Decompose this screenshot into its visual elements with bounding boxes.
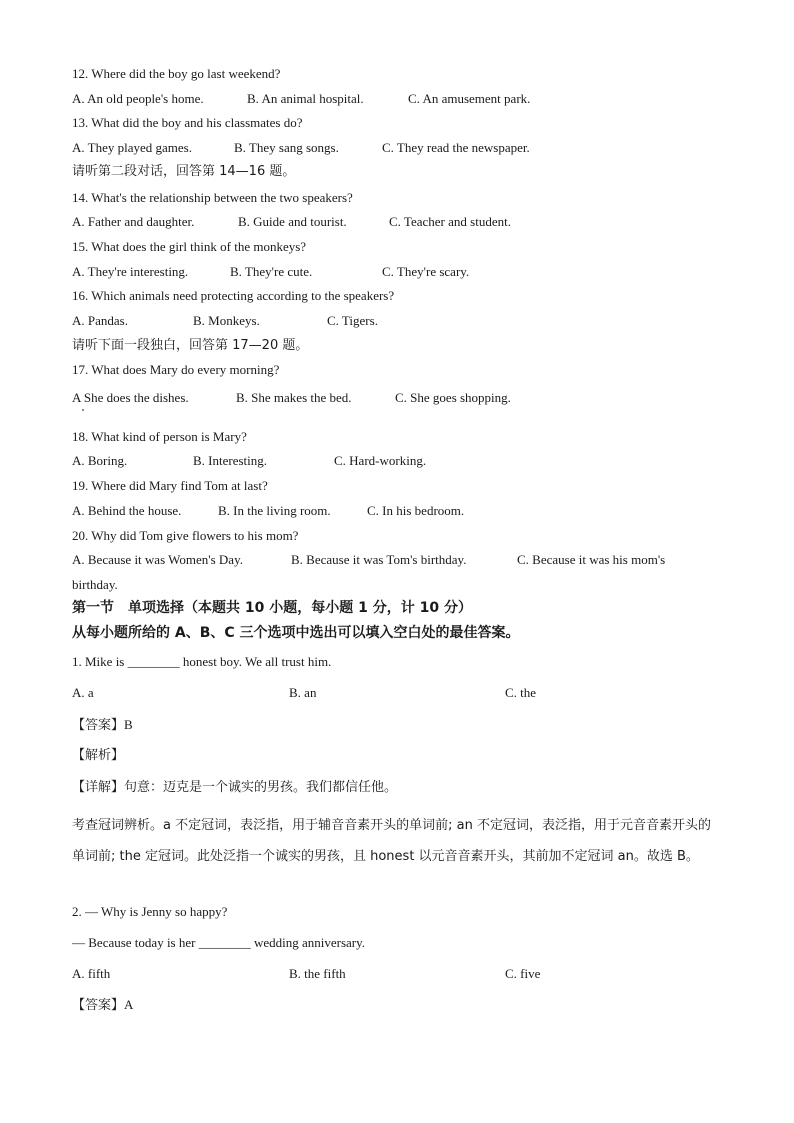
option-16-c: C. Tigers. [327,313,378,328]
option-17-c: C. She goes shopping. [395,390,511,405]
question-18: 18. What kind of person is Mary? [72,429,247,444]
mc2-option-c: C. five [505,966,541,981]
detail-text: 句意：迈克是一个诚实的男孩。我们都信任他。 [124,780,398,795]
question-14: 14. What's the relationship between the two speakers? [72,190,353,205]
option-15-c: C. They're scary. [382,264,470,279]
mc1-analysis-label: 【解析】 [72,748,125,763]
option-20-b: B. Because it was Tom's birthday. [291,552,467,567]
option-18-b: B. Interesting. [193,453,268,468]
section-subtitle: 从每小题所给的 A、B、C 三个选项中选出可以填入空白处的最佳答案。 [72,625,520,641]
option-16-a: A. Pandas. [72,313,128,328]
detail-label: 【详解】 [72,780,125,795]
question-19: 19. Where did Mary find Tom at last? [72,478,268,493]
option-20-c-continuation: birthday. [72,577,118,592]
question-12: 12. Where did the boy go last weekend? [72,66,281,81]
answer-label: 【答案】 [72,998,125,1013]
instruction-14-16: 请听第二段对话，回答第 14—16 题。 [72,164,296,179]
mc1-option-b: B. an [289,685,317,700]
question-13: 13. What did the boy and his classmates do? [72,115,303,130]
option-14-c: C. Teacher and student. [389,214,511,229]
option-15-a: A. They're interesting. [72,264,189,279]
section-title: 第一节 单项选择（本题共 10 小题，每小题 1 分，计 10 分） [72,600,472,616]
option-19-b: B. In the living room. [218,503,331,518]
mc2-answer [72,997,133,1014]
question-17: 17. What does Mary do every morning? [72,362,280,377]
mc2-option-a: A. fifth [72,966,111,981]
answer-value: A [124,997,134,1012]
option-20-c: C. Because it was his mom's [517,552,666,567]
answer-label: 【答案】 [72,718,125,733]
answer-value: B [124,717,133,732]
option-13-a: A. They played games. [72,140,192,155]
mc-question-2: 2. — Why is Jenny so happy? [72,904,228,919]
option-18-c: C. Hard-working. [334,453,427,468]
mc1-option-a: A. a [72,685,94,700]
option-20-a: A. Because it was Women's Day. [72,552,243,567]
mc2-option-b: B. the fifth [289,966,346,981]
option-14-b: B. Guide and tourist. [238,214,347,229]
mc-question-2-line2: — Because today is her ________ wedding anniversary. [72,935,366,950]
mc1-explanation: 考查冠词辨析。a 不定冠词，表泛指，用于辅音音素开头的单词前; an 不定冠词，表泛指，用于元音音素开头的单词前; the 定冠词。此处泛指一个诚实的男孩，且 honest 以元音音素开头，其前加不定冠词 an。故选 B。 [72,818,711,864]
option-17-b: B. She makes the bed. [236,390,352,405]
option-12-c: C. An amusement park. [408,91,531,106]
option-19-a: A. Behind the house. [72,503,182,518]
mc-question-1: 1. Mike is ________ honest boy. We all trust him. [72,654,332,669]
mc1-option-c: C. the [505,685,537,700]
mc1-answer [72,717,133,734]
option-19-c: C. In his bedroom. [367,503,465,518]
option-16-b: B. Monkeys. [193,313,260,328]
question-15: 15. What does the girl think of the monkeys? [72,239,307,254]
stray-dot [82,409,84,411]
option-18-a: A. Boring. [72,453,128,468]
option-17-a: A She does the dishes. [72,390,189,405]
question-20: 20. Why did Tom give flowers to his mom? [72,528,299,543]
mc1-detail [72,779,397,796]
option-12-a: A. An old people's home. [72,91,204,106]
option-14-a: A. Father and daughter. [72,214,195,229]
question-16: 16. Which animals need protecting according to the speakers? [72,288,395,303]
instruction-17-20: 请听下面一段独白，回答第 17—20 题。 [72,338,309,353]
option-13-b: B. They sang songs. [234,140,339,155]
option-15-b: B. They're cute. [230,264,313,279]
option-12-b: B. An animal hospital. [247,91,364,106]
option-13-c: C. They read the newspaper. [382,140,530,155]
